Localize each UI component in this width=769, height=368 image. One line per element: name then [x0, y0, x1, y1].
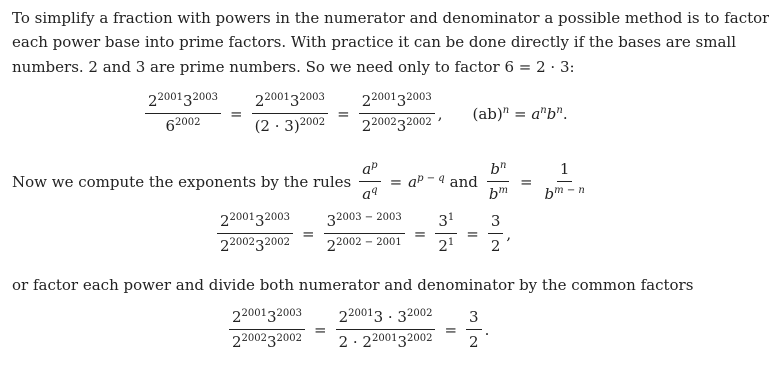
middle-text: or factor each power and divide both numerator and denominator by the common factors [12, 276, 694, 294]
intro-line-3: numbers. 2 and 3 are prime numbers. So we need only to factor 6 = 2 · 3: [12, 58, 575, 76]
eq2-fraction-1 [217, 212, 293, 256]
eq1-f2-numerator: $2^{2001}3^{2003}$ [252, 92, 328, 114]
equals-sign: = [444, 321, 458, 339]
intro-line-2: each power base into prime factors. With practice it can be done directly if the bases are small [12, 33, 737, 51]
eq2-f4-denominator: 2 [490, 237, 501, 255]
quotient-rule-result: $a^{p - q}$ [408, 172, 445, 191]
eq1-fraction-2 [252, 92, 329, 136]
eq3-fraction-1 [229, 308, 305, 352]
eq2-f1-numerator: $2^{2001}3^{2003}$ [217, 212, 293, 234]
equals-sign: = [302, 225, 315, 243]
inverse-rule-lhs [486, 160, 511, 204]
inverse-rule-lhs-denominator: $b^m$ [488, 184, 508, 203]
eq1-f1-numerator: $2^{2001}3^{2003}$ [145, 92, 221, 114]
equals-sign: = [519, 173, 533, 191]
eq2-f2-numerator: $3^{2003 - 2003}$ [324, 212, 405, 234]
eq1-fraction-1 [145, 92, 221, 136]
inverse-rule-rhs-numerator: 1 [557, 160, 573, 182]
eq3-f1-numerator: $2^{2001}3^{2003}$ [229, 308, 305, 330]
equals-sign: = [466, 225, 479, 243]
equals-sign: = [337, 105, 350, 123]
equation-2 [214, 212, 511, 256]
eq1-f1-denominator: $6^{2002}$ [165, 116, 201, 135]
rules-line [12, 160, 591, 204]
eq1-trailing-comma: , [437, 105, 443, 123]
eq2-fraction-2 [324, 212, 405, 256]
eq2-f4-numerator: 3 [488, 212, 504, 234]
eq3-fraction-3 [466, 308, 482, 352]
eq1-f3-numerator: $2^{2001}3^{2003}$ [359, 92, 435, 114]
rules-and: and [449, 173, 478, 191]
eq3-f1-denominator: $2^{2002}3^{2002}$ [232, 332, 302, 351]
eq3-f2-numerator: $2^{2001}3 \cdot 3^{2002}$ [336, 308, 436, 330]
equation-1 [142, 92, 568, 136]
quotient-rule-denominator: $a^q$ [362, 184, 378, 203]
eq2-f1-denominator: $2^{2002}3^{2002}$ [220, 236, 290, 255]
eq1-f2-denominator: $(2 \cdot 3)^{2002}$ [254, 116, 326, 135]
eq2-f3-numerator: $3^1$ [435, 212, 457, 234]
eq3-f3-numerator: 3 [466, 308, 482, 330]
quotient-rule-fraction [359, 160, 380, 204]
eq2-trailing-comma: , [506, 225, 512, 243]
equals-sign: = [389, 173, 403, 191]
eq2-fraction-4 [488, 212, 504, 256]
eq2-f3-denominator: $2^1$ [438, 236, 455, 255]
power-rule: $(ab)^n = a^nb^n$. [472, 104, 568, 123]
equals-sign: = [230, 105, 243, 123]
eq3-f3-denominator: 2 [469, 333, 479, 351]
eq2-fraction-3 [435, 212, 457, 256]
inverse-rule-lhs-numerator: $b^n$ [487, 160, 509, 182]
rules-prefix: Now we compute the exponents by the rules [12, 173, 352, 191]
eq3-f2-denominator: $2 \cdot 2^{2001}3^{2002}$ [338, 332, 433, 351]
equals-sign: = [413, 225, 427, 243]
eq3-fraction-2 [336, 308, 436, 352]
equation-3 [226, 308, 489, 352]
eq2-f2-denominator: $2^{2002 - 2001}$ [326, 236, 402, 255]
eq3-trailing-period: . [484, 321, 490, 339]
quotient-rule-numerator: $a^p$ [359, 160, 380, 182]
intro-line-1: To simplify a fraction with powers in the numerator and denominator a possible method is to factor [12, 9, 769, 27]
eq1-f3-denominator: $2^{2002}3^{2002}$ [361, 116, 432, 135]
eq1-fraction-3 [359, 92, 435, 136]
equals-sign: = [314, 321, 327, 339]
inverse-rule-rhs-denominator: $b^{m - n}$ [544, 184, 585, 203]
inverse-rule-rhs [542, 160, 588, 204]
